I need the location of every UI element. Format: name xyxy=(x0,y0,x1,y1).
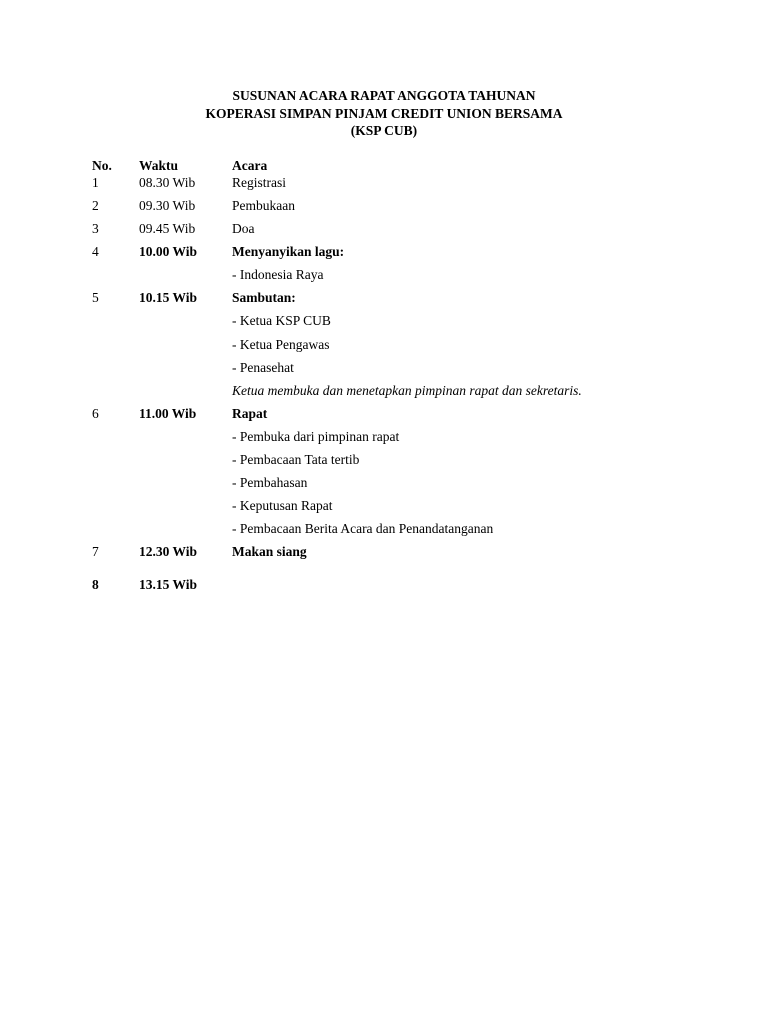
row-time: 13.15 Wib xyxy=(139,576,198,592)
agenda-table xyxy=(92,157,692,593)
row-no: 5 xyxy=(92,290,99,306)
agenda-subitem xyxy=(92,312,692,335)
agenda-subitem xyxy=(92,359,692,382)
document-title xyxy=(0,87,768,140)
row-time: 11.00 Wib xyxy=(139,405,197,421)
agenda-row xyxy=(92,289,692,312)
agenda-subitem xyxy=(92,336,692,359)
row-no: 6 xyxy=(92,405,99,421)
agenda-subitem xyxy=(92,266,692,289)
row-time: 09.45 Wib xyxy=(139,221,196,237)
agenda-row xyxy=(92,243,692,266)
row-activity: Rapat xyxy=(232,405,268,421)
row-no: 7 xyxy=(92,544,99,560)
row-no: 2 xyxy=(92,198,99,213)
agenda-subitem xyxy=(92,474,692,497)
agenda-row xyxy=(92,220,692,243)
row-activity: - Indonesia Raya xyxy=(232,267,324,283)
agenda-row xyxy=(92,174,692,197)
row-activity: - Pembahasan xyxy=(232,475,308,491)
row-time: 12.30 Wib xyxy=(139,544,198,560)
row-activity: - Keputusan Rapat xyxy=(232,498,333,514)
row-activity: Sambutan: xyxy=(232,290,296,306)
agenda-row xyxy=(92,405,692,428)
row-no: 3 xyxy=(92,221,99,237)
row-activity: Ketua membuka dan menetapkan pimpinan rapat dan sekretaris. xyxy=(232,382,582,398)
row-activity: Doa xyxy=(232,221,255,237)
row-activity: Makan siang xyxy=(232,544,307,560)
header-time: Waktu xyxy=(139,158,179,173)
title-line-1: SUSUNAN ACARA RAPAT ANGGOTA TAHUNAN xyxy=(232,88,536,103)
agenda-subitem xyxy=(92,497,692,520)
agenda-subitem xyxy=(92,520,692,543)
agenda-note xyxy=(92,382,692,405)
row-time: 10.00 Wib xyxy=(139,244,198,260)
row-activity: - Pembacaan Berita Acara dan Penandatanganan xyxy=(232,521,494,537)
header-no: No. xyxy=(92,158,112,173)
row-activity: Menyanyikan lagu: xyxy=(232,244,345,260)
row-time: 10.15 Wib xyxy=(139,290,198,306)
agenda-row xyxy=(92,567,692,593)
agenda-header-row xyxy=(92,157,692,174)
row-activity: Pembukaan xyxy=(232,198,295,213)
header-activity: Acara xyxy=(232,158,268,173)
agenda-row xyxy=(92,543,692,566)
row-time: 08.30 Wib xyxy=(139,175,196,190)
row-activity: - Penasehat xyxy=(232,359,294,375)
agenda-row xyxy=(92,197,692,220)
row-activity: - Pembacaan Tata tertib xyxy=(232,452,360,468)
row-no: 8 xyxy=(92,576,99,592)
row-activity: - Ketua Pengawas xyxy=(232,336,330,352)
agenda-subitem xyxy=(92,451,692,474)
row-time: 09.30 Wib xyxy=(139,198,196,213)
row-activity: Registrasi xyxy=(232,175,286,190)
row-activity: - Ketua KSP CUB xyxy=(232,313,331,329)
row-no: 1 xyxy=(92,175,99,190)
title-line-3: (KSP CUB) xyxy=(350,123,418,138)
row-no: 4 xyxy=(92,244,99,260)
title-line-2: KOPERASI SIMPAN PINJAM CREDIT UNION BERSAMA xyxy=(205,105,563,121)
row-activity: - Pembuka dari pimpinan rapat xyxy=(232,428,400,444)
agenda-subitem xyxy=(92,428,692,451)
